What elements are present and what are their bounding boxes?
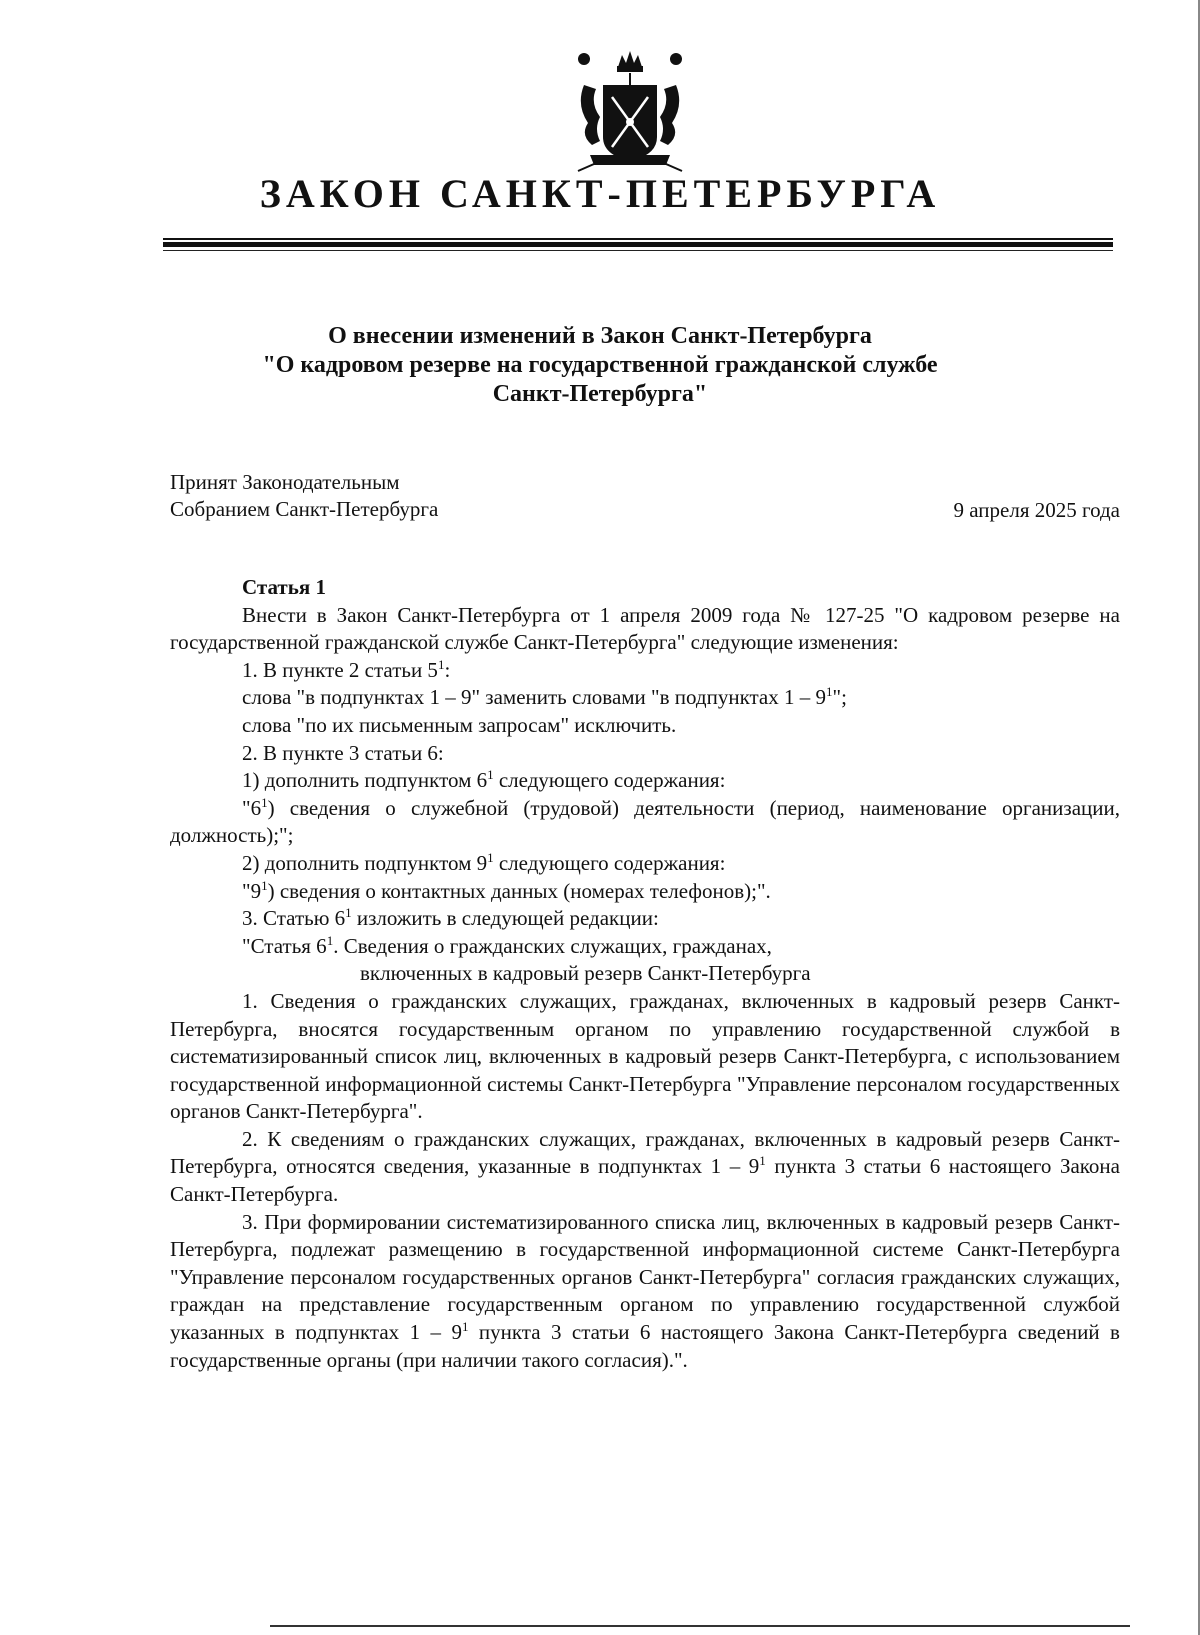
adoption-line-1: Принят Законодательным	[170, 470, 400, 494]
title-rule-thin	[163, 238, 1113, 240]
article-intro: Внести в Закон Санкт-Петербурга от 1 апреля 2009 года № 127-25 "О кадровом резерве на государственной гражданской службе Санкт-Петербурга" следующие изменения:	[170, 602, 1120, 655]
adoption-block	[170, 469, 438, 523]
item-2-sub-1-text: "$6^1$) сведения о служебной (трудовой) деятельности (период, наименование организации, должность);";	[170, 794, 1120, 848]
adoption-line-2: Собранием Санкт-Петербурга	[170, 497, 439, 521]
scan-bottom-line	[270, 1625, 1130, 1627]
new-article-paragraph-3: 3. При формировании систематизированного списка лиц, включенных в кадровый резерв Санкт-Петербурга, подлежат размещению в государственной информационной системе Санкт-Петербурга "Управление персоналом государственных органов Санкт-Петербурга" согласия гражданских служащих, граждан на представление государственным органом по управлению государственной службой указанных в подпунктах $1 - 9^1$ пункта 3 статьи 6 настоящего Закона Санкт-Петербурга сведений в государственные органы (при наличии такого согласия).".	[170, 1209, 1120, 1372]
adoption-date: 9 апреля 2025 года	[953, 498, 1120, 522]
item-2-sub-1: 1) дополнить подпунктом $6^1$ следующего содержания:	[242, 767, 726, 793]
item-2-sub-2-text: "$9^1$) сведения о контактных данных (номерах телефонов);".	[242, 877, 771, 903]
coat-of-arms-icon	[570, 45, 690, 175]
new-article-title-line-2: включенных в кадровый резерв Санкт-Петербурга	[360, 961, 811, 986]
article-heading: Статья 1	[242, 575, 326, 599]
new-article-paragraph-2: 2. К сведениям о гражданских служащих, гражданах, включенных в кадровый резерв Санкт-Петербурга, относятся сведения, указанные в подпунктах $1 - 9^1$ пункта 3 статьи 6 настоящего Закона Санкт-Петербурга.	[170, 1126, 1120, 1207]
title-rule-thick	[163, 242, 1113, 247]
law-name-line-3: Санкт-Петербурга"	[492, 381, 708, 407]
item-1-line-1: слова "в подпунктах 1 – 9" заменить словами "в подпунктах $1 - 9^1$";	[242, 684, 847, 710]
title-rule-thin-lower	[163, 250, 1113, 251]
item-3: 3. Статью $6^1$ изложить в следующей редакции:	[242, 905, 659, 931]
law-name-line-1: О внесении изменений в Закон Санкт-Петербурга	[328, 323, 872, 349]
law-name-line-2: "О кадровом резерве на государственной гражданской службе	[262, 352, 938, 378]
item-1: 1. В пункте 2 статьи $5^1$:	[242, 656, 451, 682]
document-title: ЗАКОН САНКТ-ПЕТЕРБУРГА	[259, 171, 941, 216]
item-1-line-2: слова "по их письменным запросам" исключить.	[242, 712, 677, 737]
law-name	[0, 322, 1200, 409]
item-2: 2. В пункте 3 статьи 6:	[242, 740, 444, 765]
new-article-title: "Статья $6^1$. Сведения о гражданских служащих, гражданах,	[242, 932, 772, 958]
new-article-paragraph-1: 1. Сведения о гражданских служащих, гражданах, включенных в кадровый резерв Санкт-Петербурга, вносятся государственным органом по управлению государственной службой в систематизированный список лиц, включенных в кадровый резерв Санкт-Петербурга, с использованием государственной информационной системы Санкт-Петербурга "Управление персоналом государственных органов Санкт-Петербурга".	[170, 988, 1120, 1124]
item-2-sub-2: 2) дополнить подпунктом $9^1$ следующего содержания:	[242, 849, 726, 875]
article-body	[170, 574, 1120, 1374]
